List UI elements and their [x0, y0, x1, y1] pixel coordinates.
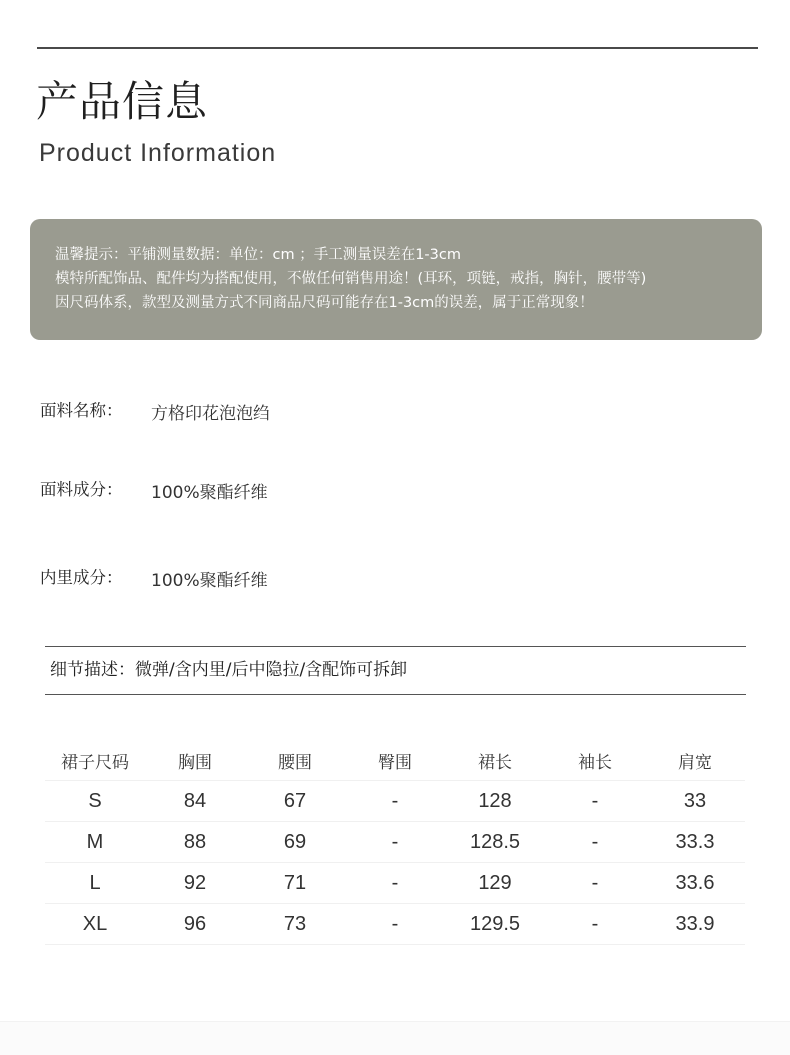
- table-cell: 71: [245, 863, 345, 904]
- table-cell: 92: [145, 863, 245, 904]
- notice-line: 温馨提示：平铺测量数据：单位：cm ；手工测量误差在1-3cm: [55, 247, 461, 263]
- table-cell: 88: [145, 822, 245, 863]
- table-cell: 33.9: [645, 904, 745, 945]
- table-row: [45, 904, 745, 945]
- fabric-name-value: 方格印花泡泡绉: [151, 404, 270, 424]
- notice-line: 模特所配饰品、配件均为搭配使用，不做任何销售用途！(耳环，项链，戒指，胸针，腰带等): [55, 271, 647, 287]
- table-cell: 69: [245, 822, 345, 863]
- table-cell: -: [545, 822, 645, 863]
- table-cell: XL: [45, 904, 145, 945]
- detail-row: [50, 657, 407, 683]
- table-cell: S: [45, 781, 145, 822]
- table-cell: L: [45, 863, 145, 904]
- header-bust: 胸围: [145, 740, 245, 781]
- table-cell: -: [545, 781, 645, 822]
- page-title: 产品信息: [36, 77, 209, 126]
- table-cell: 84: [145, 781, 245, 822]
- table-cell: 96: [145, 904, 245, 945]
- fabric-composition-row: [40, 478, 268, 502]
- fabric-name-row: [40, 399, 270, 423]
- table-row: [45, 822, 745, 863]
- table-cell: 73: [245, 904, 345, 945]
- size-table-header: [45, 740, 745, 781]
- header-waist: 腰围: [245, 740, 345, 781]
- table-cell: 67: [245, 781, 345, 822]
- notice-line: 因尺码体系，款型及测量方式不同商品尺码可能存在1-3cm的误差，属于正常现象！: [55, 295, 594, 311]
- lining-composition-value: 100%聚酯纤维: [151, 571, 268, 591]
- size-table: [45, 740, 745, 945]
- header-sleeve-length: 袖长: [545, 740, 645, 781]
- header-size: 裙子尺码: [45, 740, 145, 781]
- table-cell: -: [345, 781, 445, 822]
- notice-box: [30, 219, 762, 340]
- table-cell: -: [345, 863, 445, 904]
- header-shoulder-width: 肩宽: [645, 740, 745, 781]
- lining-composition-row: [40, 566, 268, 590]
- detail-label: 细节描述：: [50, 660, 135, 680]
- top-divider: [37, 47, 758, 49]
- fabric-composition-label: 面料成分：: [40, 480, 123, 499]
- table-cell: M: [45, 822, 145, 863]
- page-subtitle: Product Information: [39, 139, 277, 167]
- table-cell: 33: [645, 781, 745, 822]
- table-cell: 33.3: [645, 822, 745, 863]
- table-cell: -: [345, 822, 445, 863]
- table-row: [45, 863, 745, 904]
- lining-composition-label: 内里成分：: [40, 568, 123, 587]
- header-hip: 臀围: [345, 740, 445, 781]
- table-row: [45, 781, 745, 822]
- detail-top-divider: [45, 646, 746, 647]
- table-cell: 128.5: [445, 822, 545, 863]
- detail-value: 微弹/含内里/后中隐拉/含配饰可拆卸: [135, 660, 408, 680]
- detail-bottom-divider: [45, 694, 746, 695]
- table-cell: 129: [445, 863, 545, 904]
- table-cell: -: [545, 863, 645, 904]
- fabric-name-label: 面料名称：: [40, 401, 123, 420]
- bottom-strip: [0, 1021, 790, 1055]
- header-skirt-length: 裙长: [445, 740, 545, 781]
- table-cell: -: [545, 904, 645, 945]
- fabric-composition-value: 100%聚酯纤维: [151, 483, 268, 503]
- table-cell: 129.5: [445, 904, 545, 945]
- table-cell: -: [345, 904, 445, 945]
- table-cell: 128: [445, 781, 545, 822]
- table-cell: 33.6: [645, 863, 745, 904]
